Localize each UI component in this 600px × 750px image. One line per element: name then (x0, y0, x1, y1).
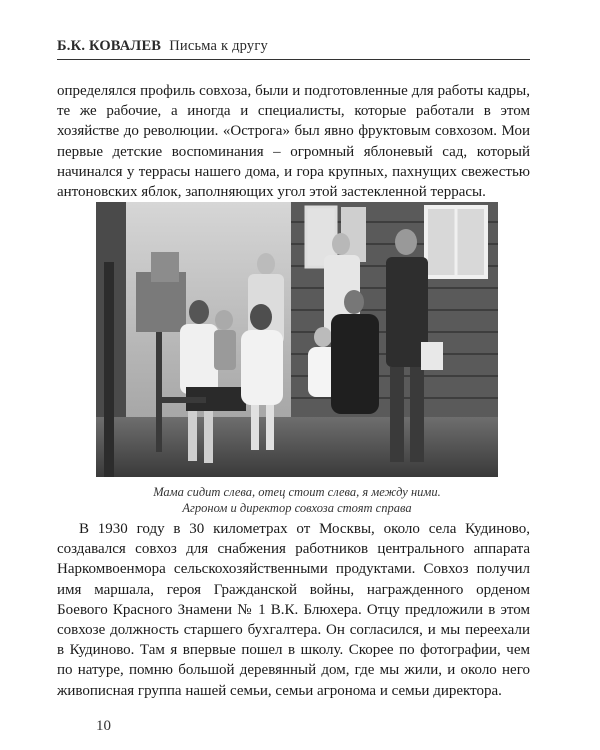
page-number: 10 (96, 718, 111, 734)
caption-line-1: Мама сидит слева, отец стоит слева, я между ними. (153, 485, 441, 499)
paragraph-2: В 1930 году в 30 километрах от Москвы, около села Кудиново, создавался совхоз для снабжения работников центрального аппарата Наркомвоенмора сельскохозяйственными продуктами. Совхоз получил имя маршала, героя Гражданской войны, награжденного орденом Боевого Красного Знамени № 1 В.К. Блюхера. Отцу предложили в этом совхозе должность старшего бухгалтера. Он согласился, и мы переехали в Кудиново. Там я впервые пошел в школу. Скорее по фотографии, чем по натуре, помню большой деревянный дом, где мы жили, и около него живописная группа нашей семьи, семьи агронома и семьи директора. (57, 521, 530, 699)
header-title: Письма к другу (169, 38, 268, 54)
photo-illustration (96, 202, 498, 477)
running-header (57, 38, 530, 60)
family-photograph (96, 202, 498, 477)
photo-caption (96, 484, 498, 516)
header-author: Б.К. КОВАЛЕВ (57, 38, 162, 54)
caption-line-2: Агроном и директор совхоза стоят справа (182, 501, 412, 515)
paragraph-1: определялся профиль совхоза, были и подготовленные для работы кадры, те же рабочие, а иногда и специалисты, которые работали в этом хозяйстве до революции. «Острога» был явно фруктовым совхозом. Мои первые детские воспоминания – огромный яблоневый сад, который начинался у террасы нашего дома, и гора крупных, пахнущих свежестью антоновских яблок, заполняющих угол этой застекленной террасы. (57, 83, 530, 201)
